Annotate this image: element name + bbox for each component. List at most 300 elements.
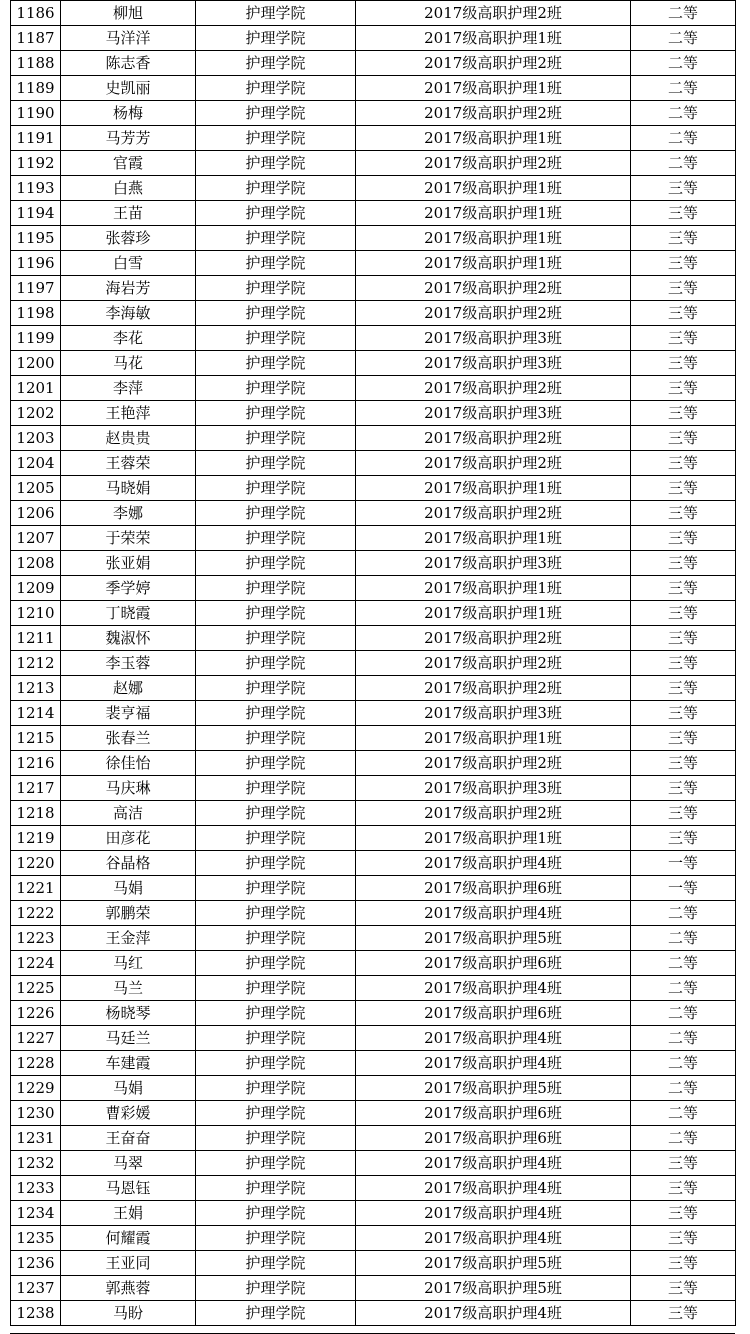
row-number-cell: 1219 xyxy=(11,826,61,851)
student-name-cell: 马晓娟 xyxy=(61,476,196,501)
class-cell: 2017级高职护理3班 xyxy=(356,701,631,726)
row-number-cell: 1190 xyxy=(11,101,61,126)
table-row xyxy=(11,351,736,376)
student-name-cell: 李海敏 xyxy=(61,301,196,326)
student-name-cell: 李花 xyxy=(61,326,196,351)
college-cell: 护理学院 xyxy=(196,651,356,676)
table-row xyxy=(11,751,736,776)
award-level-cell: 三等 xyxy=(631,176,736,201)
student-name-cell: 王艳萍 xyxy=(61,401,196,426)
row-number-cell: 1191 xyxy=(11,126,61,151)
college-cell: 护理学院 xyxy=(196,576,356,601)
table-row xyxy=(11,51,736,76)
table-row xyxy=(11,1176,736,1201)
row-number-cell: 1214 xyxy=(11,701,61,726)
table-row xyxy=(11,626,736,651)
student-name-cell: 马翠 xyxy=(61,1151,196,1176)
student-name-cell: 马娟 xyxy=(61,876,196,901)
table-row xyxy=(11,1076,736,1101)
college-cell: 护理学院 xyxy=(196,876,356,901)
student-name-cell: 柳旭 xyxy=(61,1,196,26)
row-number-cell: 1211 xyxy=(11,626,61,651)
award-level-cell: 三等 xyxy=(631,1301,736,1326)
row-number-cell: 1199 xyxy=(11,326,61,351)
award-level-cell: 二等 xyxy=(631,26,736,51)
table-row xyxy=(11,501,736,526)
award-level-cell: 三等 xyxy=(631,401,736,426)
class-cell: 2017级高职护理1班 xyxy=(356,226,631,251)
college-cell: 护理学院 xyxy=(196,1301,356,1326)
college-cell: 护理学院 xyxy=(196,1126,356,1151)
student-name-cell: 车建霞 xyxy=(61,1051,196,1076)
class-cell: 2017级高职护理2班 xyxy=(356,751,631,776)
class-cell: 2017级高职护理4班 xyxy=(356,901,631,926)
class-cell: 2017级高职护理1班 xyxy=(356,601,631,626)
class-cell: 2017级高职护理1班 xyxy=(356,251,631,276)
award-level-cell: 三等 xyxy=(631,376,736,401)
award-level-cell: 三等 xyxy=(631,626,736,651)
row-number-cell: 1221 xyxy=(11,876,61,901)
row-number-cell: 1226 xyxy=(11,1001,61,1026)
student-name-cell: 马恩钰 xyxy=(61,1176,196,1201)
row-number-cell: 1233 xyxy=(11,1176,61,1201)
row-number-cell: 1197 xyxy=(11,276,61,301)
student-name-cell: 李玉蓉 xyxy=(61,651,196,676)
student-name-cell: 丁晓霞 xyxy=(61,601,196,626)
row-number-cell: 1236 xyxy=(11,1251,61,1276)
student-name-cell: 马廷兰 xyxy=(61,1026,196,1051)
class-cell: 2017级高职护理6班 xyxy=(356,951,631,976)
class-cell: 2017级高职护理5班 xyxy=(356,1076,631,1101)
student-name-cell: 张春兰 xyxy=(61,726,196,751)
row-number-cell: 1207 xyxy=(11,526,61,551)
class-cell: 2017级高职护理1班 xyxy=(356,126,631,151)
student-name-cell: 李萍 xyxy=(61,376,196,401)
class-cell: 2017级高职护理5班 xyxy=(356,1251,631,1276)
class-cell: 2017级高职护理4班 xyxy=(356,1301,631,1326)
row-number-cell: 1189 xyxy=(11,76,61,101)
class-cell: 2017级高职护理2班 xyxy=(356,376,631,401)
award-level-cell: 二等 xyxy=(631,1,736,26)
student-name-cell: 马花 xyxy=(61,351,196,376)
student-name-cell: 史凯丽 xyxy=(61,76,196,101)
row-number-cell: 1186 xyxy=(11,1,61,26)
table-row xyxy=(11,876,736,901)
class-cell: 2017级高职护理2班 xyxy=(356,676,631,701)
class-cell: 2017级高职护理6班 xyxy=(356,1126,631,1151)
college-cell: 护理学院 xyxy=(196,626,356,651)
table-row xyxy=(11,676,736,701)
student-name-cell: 杨晓琴 xyxy=(61,1001,196,1026)
table-row xyxy=(11,851,736,876)
award-level-cell: 三等 xyxy=(631,826,736,851)
row-number-cell: 1206 xyxy=(11,501,61,526)
class-cell: 2017级高职护理4班 xyxy=(356,1226,631,1251)
class-cell: 2017级高职护理1班 xyxy=(356,576,631,601)
award-level-cell: 三等 xyxy=(631,501,736,526)
class-cell: 2017级高职护理4班 xyxy=(356,1201,631,1226)
table-row xyxy=(11,426,736,451)
row-number-cell: 1204 xyxy=(11,451,61,476)
college-cell: 护理学院 xyxy=(196,601,356,626)
row-number-cell: 1220 xyxy=(11,851,61,876)
college-cell: 护理学院 xyxy=(196,1151,356,1176)
row-number-cell: 1217 xyxy=(11,776,61,801)
student-name-cell: 白燕 xyxy=(61,176,196,201)
row-number-cell: 1208 xyxy=(11,551,61,576)
college-cell: 护理学院 xyxy=(196,801,356,826)
college-cell: 护理学院 xyxy=(196,51,356,76)
award-level-cell: 二等 xyxy=(631,126,736,151)
class-cell: 2017级高职护理1班 xyxy=(356,201,631,226)
college-cell: 护理学院 xyxy=(196,676,356,701)
table-row xyxy=(11,1301,736,1326)
award-level-cell: 三等 xyxy=(631,576,736,601)
row-number-cell: 1213 xyxy=(11,676,61,701)
student-name-cell: 高洁 xyxy=(61,801,196,826)
table-row xyxy=(11,1101,736,1126)
college-cell: 护理学院 xyxy=(196,701,356,726)
award-level-cell: 三等 xyxy=(631,1201,736,1226)
college-cell: 护理学院 xyxy=(196,526,356,551)
table-row xyxy=(11,1001,736,1026)
student-name-cell: 魏淑怀 xyxy=(61,626,196,651)
award-level-cell: 三等 xyxy=(631,201,736,226)
row-number-cell: 1230 xyxy=(11,1101,61,1126)
row-number-cell: 1234 xyxy=(11,1201,61,1226)
student-name-cell: 于荣荣 xyxy=(61,526,196,551)
row-number-cell: 1196 xyxy=(11,251,61,276)
row-number-cell: 1216 xyxy=(11,751,61,776)
class-cell: 2017级高职护理4班 xyxy=(356,851,631,876)
row-number-cell: 1198 xyxy=(11,301,61,326)
table-row xyxy=(11,976,736,1001)
college-cell: 护理学院 xyxy=(196,26,356,51)
award-level-cell: 三等 xyxy=(631,226,736,251)
class-cell: 2017级高职护理3班 xyxy=(356,326,631,351)
table-row xyxy=(11,201,736,226)
college-cell: 护理学院 xyxy=(196,476,356,501)
college-cell: 护理学院 xyxy=(196,951,356,976)
student-name-cell: 马盼 xyxy=(61,1301,196,1326)
class-cell: 2017级高职护理3班 xyxy=(356,551,631,576)
college-cell: 护理学院 xyxy=(196,926,356,951)
award-level-cell: 三等 xyxy=(631,751,736,776)
award-level-cell: 三等 xyxy=(631,301,736,326)
college-cell: 护理学院 xyxy=(196,376,356,401)
table-row xyxy=(11,326,736,351)
class-cell: 2017级高职护理3班 xyxy=(356,351,631,376)
class-cell: 2017级高职护理2班 xyxy=(356,501,631,526)
class-cell: 2017级高职护理6班 xyxy=(356,876,631,901)
table-row xyxy=(11,1,736,26)
award-level-cell: 三等 xyxy=(631,676,736,701)
award-level-cell: 三等 xyxy=(631,1276,736,1301)
college-cell: 护理学院 xyxy=(196,1251,356,1276)
table-row xyxy=(11,526,736,551)
row-number-cell: 1228 xyxy=(11,1051,61,1076)
award-level-cell: 三等 xyxy=(631,351,736,376)
student-name-cell: 马红 xyxy=(61,951,196,976)
college-cell: 护理学院 xyxy=(196,1276,356,1301)
award-level-cell: 三等 xyxy=(631,251,736,276)
table-row xyxy=(11,551,736,576)
table-row xyxy=(11,76,736,101)
college-cell: 护理学院 xyxy=(196,826,356,851)
row-number-cell: 1193 xyxy=(11,176,61,201)
award-level-cell: 一等 xyxy=(631,851,736,876)
award-level-cell: 二等 xyxy=(631,1076,736,1101)
table-row xyxy=(11,251,736,276)
student-name-cell: 季学婷 xyxy=(61,576,196,601)
class-cell: 2017级高职护理6班 xyxy=(356,1101,631,1126)
table-row xyxy=(11,1126,736,1151)
class-cell: 2017级高职护理2班 xyxy=(356,276,631,301)
college-cell: 护理学院 xyxy=(196,1001,356,1026)
class-cell: 2017级高职护理1班 xyxy=(356,176,631,201)
student-name-cell: 陈志香 xyxy=(61,51,196,76)
table-row xyxy=(11,1251,736,1276)
award-level-cell: 三等 xyxy=(631,801,736,826)
row-number-cell: 1224 xyxy=(11,951,61,976)
class-cell: 2017级高职护理3班 xyxy=(356,401,631,426)
class-cell: 2017级高职护理2班 xyxy=(356,151,631,176)
college-cell: 护理学院 xyxy=(196,326,356,351)
award-level-cell: 三等 xyxy=(631,651,736,676)
table-row xyxy=(11,651,736,676)
student-name-cell: 马洋洋 xyxy=(61,26,196,51)
award-level-cell: 二等 xyxy=(631,76,736,101)
class-cell: 2017级高职护理2班 xyxy=(356,801,631,826)
table-row xyxy=(11,1276,736,1301)
college-cell: 护理学院 xyxy=(196,1,356,26)
class-cell: 2017级高职护理1班 xyxy=(356,526,631,551)
award-list-table xyxy=(10,0,736,1326)
college-cell: 护理学院 xyxy=(196,551,356,576)
award-level-cell: 二等 xyxy=(631,1101,736,1126)
class-cell: 2017级高职护理4班 xyxy=(356,976,631,1001)
college-cell: 护理学院 xyxy=(196,1026,356,1051)
college-cell: 护理学院 xyxy=(196,226,356,251)
student-name-cell: 何耀霞 xyxy=(61,1226,196,1251)
award-level-cell: 二等 xyxy=(631,1026,736,1051)
row-number-cell: 1187 xyxy=(11,26,61,51)
award-level-cell: 三等 xyxy=(631,601,736,626)
award-level-cell: 三等 xyxy=(631,326,736,351)
student-name-cell: 官霞 xyxy=(61,151,196,176)
row-number-cell: 1192 xyxy=(11,151,61,176)
award-level-cell: 三等 xyxy=(631,426,736,451)
table-row xyxy=(11,1201,736,1226)
award-level-cell: 三等 xyxy=(631,476,736,501)
student-name-cell: 赵贵贵 xyxy=(61,426,196,451)
row-number-cell: 1218 xyxy=(11,801,61,826)
college-cell: 护理学院 xyxy=(196,101,356,126)
class-cell: 2017级高职护理2班 xyxy=(356,451,631,476)
class-cell: 2017级高职护理2班 xyxy=(356,651,631,676)
table-row xyxy=(11,601,736,626)
college-cell: 护理学院 xyxy=(196,751,356,776)
class-cell: 2017级高职护理3班 xyxy=(356,776,631,801)
student-name-cell: 张亚娟 xyxy=(61,551,196,576)
class-cell: 2017级高职护理4班 xyxy=(356,1051,631,1076)
table-row xyxy=(11,701,736,726)
table-row xyxy=(11,476,736,501)
table-row xyxy=(11,451,736,476)
college-cell: 护理学院 xyxy=(196,1176,356,1201)
college-cell: 护理学院 xyxy=(196,301,356,326)
student-name-cell: 曹彩媛 xyxy=(61,1101,196,1126)
college-cell: 护理学院 xyxy=(196,1201,356,1226)
row-number-cell: 1194 xyxy=(11,201,61,226)
table-row xyxy=(11,176,736,201)
award-level-cell: 二等 xyxy=(631,926,736,951)
row-number-cell: 1195 xyxy=(11,226,61,251)
class-cell: 2017级高职护理2班 xyxy=(356,426,631,451)
college-cell: 护理学院 xyxy=(196,351,356,376)
student-name-cell: 马兰 xyxy=(61,976,196,1001)
award-level-cell: 三等 xyxy=(631,701,736,726)
award-level-cell: 二等 xyxy=(631,951,736,976)
class-cell: 2017级高职护理2班 xyxy=(356,1,631,26)
college-cell: 护理学院 xyxy=(196,176,356,201)
college-cell: 护理学院 xyxy=(196,151,356,176)
award-level-cell: 二等 xyxy=(631,151,736,176)
row-number-cell: 1205 xyxy=(11,476,61,501)
student-name-cell: 李娜 xyxy=(61,501,196,526)
row-number-cell: 1203 xyxy=(11,426,61,451)
award-level-cell: 三等 xyxy=(631,726,736,751)
award-level-cell: 三等 xyxy=(631,1226,736,1251)
college-cell: 护理学院 xyxy=(196,126,356,151)
row-number-cell: 1222 xyxy=(11,901,61,926)
award-level-cell: 二等 xyxy=(631,901,736,926)
table-row xyxy=(11,926,736,951)
student-name-cell: 马芳芳 xyxy=(61,126,196,151)
student-name-cell: 王奋奋 xyxy=(61,1126,196,1151)
student-name-cell: 郭燕蓉 xyxy=(61,1276,196,1301)
class-cell: 2017级高职护理1班 xyxy=(356,26,631,51)
table-row xyxy=(11,301,736,326)
table-row xyxy=(11,401,736,426)
award-level-cell: 三等 xyxy=(631,1176,736,1201)
class-cell: 2017级高职护理5班 xyxy=(356,1276,631,1301)
table-row xyxy=(11,1026,736,1051)
student-name-cell: 郭鹏荣 xyxy=(61,901,196,926)
award-level-cell: 三等 xyxy=(631,1251,736,1276)
row-number-cell: 1232 xyxy=(11,1151,61,1176)
class-cell: 2017级高职护理1班 xyxy=(356,826,631,851)
college-cell: 护理学院 xyxy=(196,426,356,451)
class-cell: 2017级高职护理2班 xyxy=(356,301,631,326)
student-name-cell: 马庆琳 xyxy=(61,776,196,801)
college-cell: 护理学院 xyxy=(196,1076,356,1101)
college-cell: 护理学院 xyxy=(196,76,356,101)
award-level-cell: 二等 xyxy=(631,1001,736,1026)
student-name-cell: 王苗 xyxy=(61,201,196,226)
row-number-cell: 1200 xyxy=(11,351,61,376)
award-level-cell: 二等 xyxy=(631,1126,736,1151)
college-cell: 护理学院 xyxy=(196,976,356,1001)
student-name-cell: 马娟 xyxy=(61,1076,196,1101)
class-cell: 2017级高职护理4班 xyxy=(356,1026,631,1051)
table-row xyxy=(11,801,736,826)
college-cell: 护理学院 xyxy=(196,776,356,801)
college-cell: 护理学院 xyxy=(196,1226,356,1251)
award-level-cell: 二等 xyxy=(631,101,736,126)
class-cell: 2017级高职护理1班 xyxy=(356,76,631,101)
table-row xyxy=(11,226,736,251)
student-name-cell: 田彦花 xyxy=(61,826,196,851)
class-cell: 2017级高职护理2班 xyxy=(356,51,631,76)
award-level-cell: 三等 xyxy=(631,276,736,301)
row-number-cell: 1201 xyxy=(11,376,61,401)
award-level-cell: 二等 xyxy=(631,1051,736,1076)
student-name-cell: 裴亨福 xyxy=(61,701,196,726)
college-cell: 护理学院 xyxy=(196,401,356,426)
college-cell: 护理学院 xyxy=(196,251,356,276)
row-number-cell: 1212 xyxy=(11,651,61,676)
student-name-cell: 杨梅 xyxy=(61,101,196,126)
table-row xyxy=(11,576,736,601)
class-cell: 2017级高职护理1班 xyxy=(356,476,631,501)
class-cell: 2017级高职护理2班 xyxy=(356,626,631,651)
table-row xyxy=(11,26,736,51)
row-number-cell: 1227 xyxy=(11,1026,61,1051)
student-name-cell: 王亚同 xyxy=(61,1251,196,1276)
award-level-cell: 一等 xyxy=(631,876,736,901)
table-row xyxy=(11,826,736,851)
student-name-cell: 白雪 xyxy=(61,251,196,276)
class-cell: 2017级高职护理4班 xyxy=(356,1176,631,1201)
row-number-cell: 1237 xyxy=(11,1276,61,1301)
row-number-cell: 1223 xyxy=(11,926,61,951)
table-row xyxy=(11,151,736,176)
row-number-cell: 1209 xyxy=(11,576,61,601)
student-name-cell: 谷晶格 xyxy=(61,851,196,876)
table-row xyxy=(11,276,736,301)
student-name-cell: 王金萍 xyxy=(61,926,196,951)
college-cell: 护理学院 xyxy=(196,201,356,226)
college-cell: 护理学院 xyxy=(196,276,356,301)
award-level-cell: 三等 xyxy=(631,1151,736,1176)
row-number-cell: 1210 xyxy=(11,601,61,626)
college-cell: 护理学院 xyxy=(196,1051,356,1076)
award-list-body xyxy=(11,1,736,1326)
award-level-cell: 三等 xyxy=(631,551,736,576)
student-name-cell: 王娟 xyxy=(61,1201,196,1226)
table-row xyxy=(11,951,736,976)
college-cell: 护理学院 xyxy=(196,901,356,926)
college-cell: 护理学院 xyxy=(196,1101,356,1126)
award-level-cell: 三等 xyxy=(631,526,736,551)
award-level-cell: 三等 xyxy=(631,451,736,476)
row-number-cell: 1238 xyxy=(11,1301,61,1326)
row-number-cell: 1202 xyxy=(11,401,61,426)
college-cell: 护理学院 xyxy=(196,501,356,526)
class-cell: 2017级高职护理2班 xyxy=(356,101,631,126)
row-number-cell: 1235 xyxy=(11,1226,61,1251)
row-number-cell: 1229 xyxy=(11,1076,61,1101)
student-name-cell: 海岩芳 xyxy=(61,276,196,301)
table-row xyxy=(11,901,736,926)
student-name-cell: 王蓉荣 xyxy=(61,451,196,476)
table-row xyxy=(11,376,736,401)
college-cell: 护理学院 xyxy=(196,851,356,876)
student-name-cell: 徐佳怡 xyxy=(61,751,196,776)
row-number-cell: 1231 xyxy=(11,1126,61,1151)
table-row xyxy=(11,1051,736,1076)
